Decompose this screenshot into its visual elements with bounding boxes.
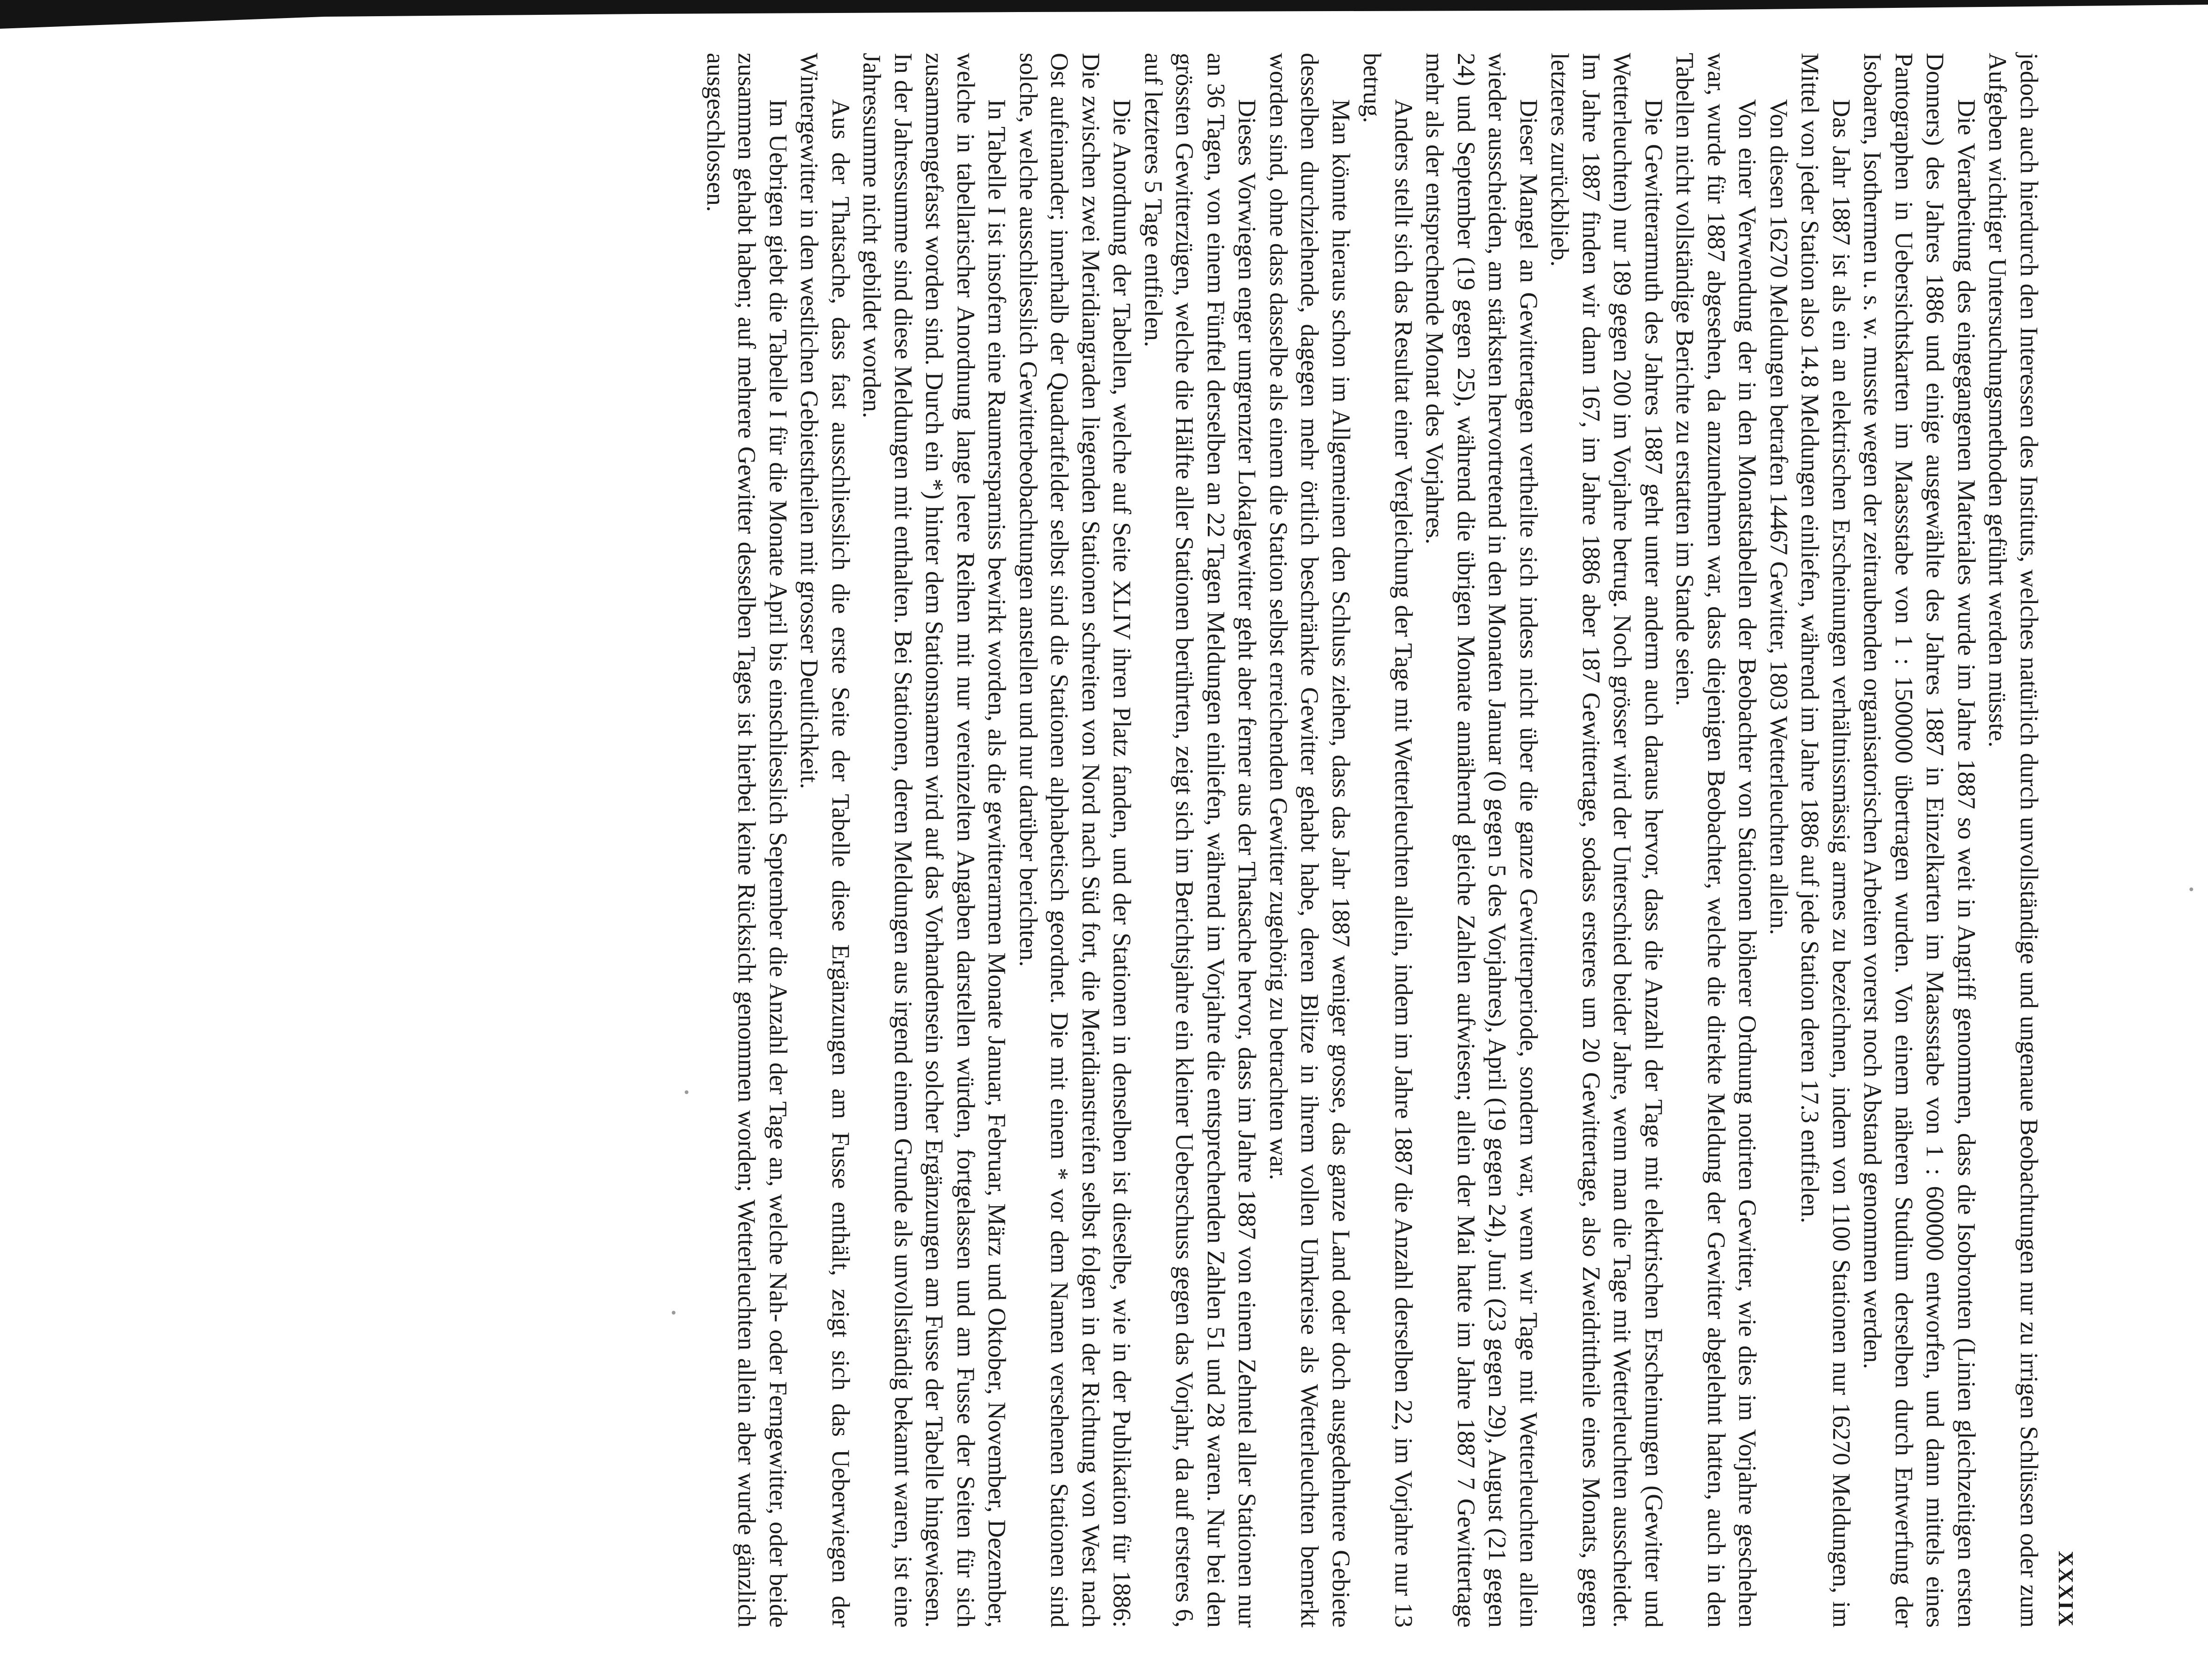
scan-speck xyxy=(2189,887,2193,891)
paragraph: jedoch auch hierdurch den Interessen des Instituts, welches natürlich durch unvollständige und ungenaue Beobachtungen nur zu irrigen Schlüssen oder zum Aufgeben wichtiger Untersuchungsmethoden geführt werden müsste. xyxy=(1984,53,2043,1628)
rotated-page xyxy=(143,53,2080,1628)
paragraph: Anders stellt sich das Resultat einer Vergleichung der Tage mit Wetterleuchten allein, indem im Jahre 1887 die Anzahl derselben 22, im Vorjahre nur 13 betrug. xyxy=(1358,53,1418,1628)
page-number: XXXIX xyxy=(2054,1551,2078,1628)
paragraph: Die Anordnung der Tabellen, welche auf Seite XLIV ihren Platz fanden, und der Stationen in denselben ist dieselbe, wie in der Publikation für 1886: Die zwischen zwei Meridiangraden liegenden Stationen schreiten von Nord nach Süd fort, die Meridianstreifen selbst folgen in der Richtung von West nach Ost aufeinander; innerhalb der Quadratfelder selbst sind die Stationen alphabetisch geordnet. Die mit einem * vor dem Namen versehenen Stationen sind solche, welche ausschliesslich Gewitterbeobachtungen anstellen und nur darüber berichten. xyxy=(1015,53,1136,1628)
paragraph: Von einer Verwendung der in den Monatstabellen der Beobachter von Stationen höherer Ordnung notirten Gewitter, wie dies im Vorjahre geschehen war, wurde für 1887 abgesehen, da anzunehmen war, dass diejenigen Beobachter, welche die direkte Meldung der Gewitter abgelehnt hatten, auch in den Tabellen nicht vollständige Berichte zu erstatten im Stande seien. xyxy=(1671,53,1762,1628)
paragraph: Die Gewitterarmuth des Jahres 1887 geht unter anderm auch daraus hervor, dass die Anzahl der Tage mit elektrischen Erscheinungen (Gewitter und Wetterleuchten) nur 189 gegen 200 im Vorjahre betrug. Noch grösser wird der Unterschied beider Jahre, wenn man die Tage mit Wetterleuchten ausscheidet. Im Jahre 1887 finden wir dann 167, im Jahre 1886 aber 187 Gewittertage, sodass ersteres um 20 Gewittertage, also Zweidrittheile eines Monats, gegen letzteres zurückblieb. xyxy=(1546,53,1668,1628)
paragraph: Die Verarbeitung des eingegangenen Materiales wurde im Jahre 1887 so weit in Angriff genommen, dass die Isobronten (Linien gleichzeitigen ersten Donners) des Jahres 1886 und einige ausgewählte des Jahres 1887 in Einzelkarten im Maassstabe von 1 : 600000 entworfen, und dann mittels eines Pantographen in Uebersichtskarten im Maassstabe von 1 : 1500000 übertragen wurden. Von einem näheren Studium derselben durch Entwerfung der Isobaren, Isothermen u. s. w. musste wegen der zeitraubenden organisatorischen Arbeiten vorerst noch Abstand genommen werden. xyxy=(1859,53,1981,1628)
paragraph: Dieses Vorwiegen enger umgrenzter Lokalgewitter geht aber ferner aus der Thatsache hervor, dass im Jahre 1887 von einem Zehntel aller Stationen nur an 36 Tagen, von einem Fünftel derselben an 22 Tagen Meldungen einliefen, während im Vorjahre die entsprechenden Zahlen 51 und 28 waren. Nur bei den grössten Gewitterzügen, welche die Hälfte aller Stationen berührten, zeigt sich im Berichtsjahre ein kleiner Ueberschuss gegen das Vorjahr, da auf ersteres 6, auf letzteres 5 Tage entfielen. xyxy=(1140,53,1262,1628)
paragraph: Von diesen 16270 Meldungen betrafen 14467 Gewitter, 1803 Wetterleuchten allein. xyxy=(1765,99,1793,935)
paragraph: Dieser Mangel an Gewittertagen vertheilte sich indess nicht über die ganze Gewitterperiode, sondern war, wenn wir Tage mit Wetterleuchten allein wieder ausscheiden, am stärksten hervortretend in den Monaten Januar (0 gegen 5 des Vorjahres), April (19 gegen 24), Juni (23 gegen 29), August (21 gegen 24) und September (19 gegen 25), während die übrigen Monate annähernd gleiche Zahlen aufwiesen; allein der Mai hatte im Jahre 1887 7 Gewittertage mehr als der entsprechende Monat des Vorjahres. xyxy=(1421,53,1543,1628)
scan-top-edge-shadow xyxy=(0,0,2208,32)
paragraph: Man könnte hieraus schon im Allgemeinen den Schluss ziehen, dass das Jahr 1887 weniger grosse, das ganze Land oder doch ausgedehntere Gebiete desselben durchziehende, dagegen mehr örtlich beschränkte Gewitter gehabt habe, deren Blitze in ihrem vollen Umkreise als Wetterleuchten bemerkt worden sind, ohne dass dasselbe als einem die Station selbst erreichenden Gewitter zugehörig zu betrachten war. xyxy=(1265,53,1355,1628)
paragraph: Das Jahr 1887 ist als ein an elektrischen Erscheinungen verhältnissmässig armes zu bezeichnen, indem von 1100 Stationen nur 16270 Meldungen, im Mittel von jeder Station also 14.8 Meldungen einliefen, während im Jahre 1886 auf jede Station deren 17.3 entfielen. xyxy=(1796,53,1855,1628)
paragraph: Im Uebrigen giebt die Tabelle I für die Monate April bis einschliesslich September die Anzahl der Tage an, welche Nah- oder Ferngewitter, oder beide zusammen gehabt haben; auf mehrere Gewitter desselben Tages ist hierbei keine Rücksicht genommen worden; Wetterleuchten allein aber wurde gänzlich ausgeschlossen. xyxy=(702,53,792,1628)
paragraph: In Tabelle I ist insofern eine Raumersparniss bewirkt worden, als die gewitterarmen Monate Januar, Februar, März und Oktober, November, Dezember, welche in tabellarischer Anordnung lange leere Reihen mit nur vereinzelten Angaben darstellen würden, fortgelassen und am Fusse der Seiten für sich zusammengefasst worden sind. Durch ein *) hinter dem Stationsnamen wird auf das Vorhandensein solcher Ergänzungen am Fusse der Tabelle hingewiesen. In der Jahressumme sind diese Meldungen mit enthalten. Bei Stationen, deren Meldungen aus irgend einem Grunde als unvollständig bekannt waren, ist eine Jahressumme nicht gebildet worden. xyxy=(858,53,1011,1628)
paragraph: Aus der Thatsache, dass fast ausschliesslich die erste Seite der Tabelle diese Ergänzungen am Fusse enthält, zeigt sich das Ueberwiegen der Wintergewitter in den westlichen Gebietstheilen mit grosser Deutlichkeit. xyxy=(795,53,855,1628)
body-text xyxy=(700,53,2045,1628)
